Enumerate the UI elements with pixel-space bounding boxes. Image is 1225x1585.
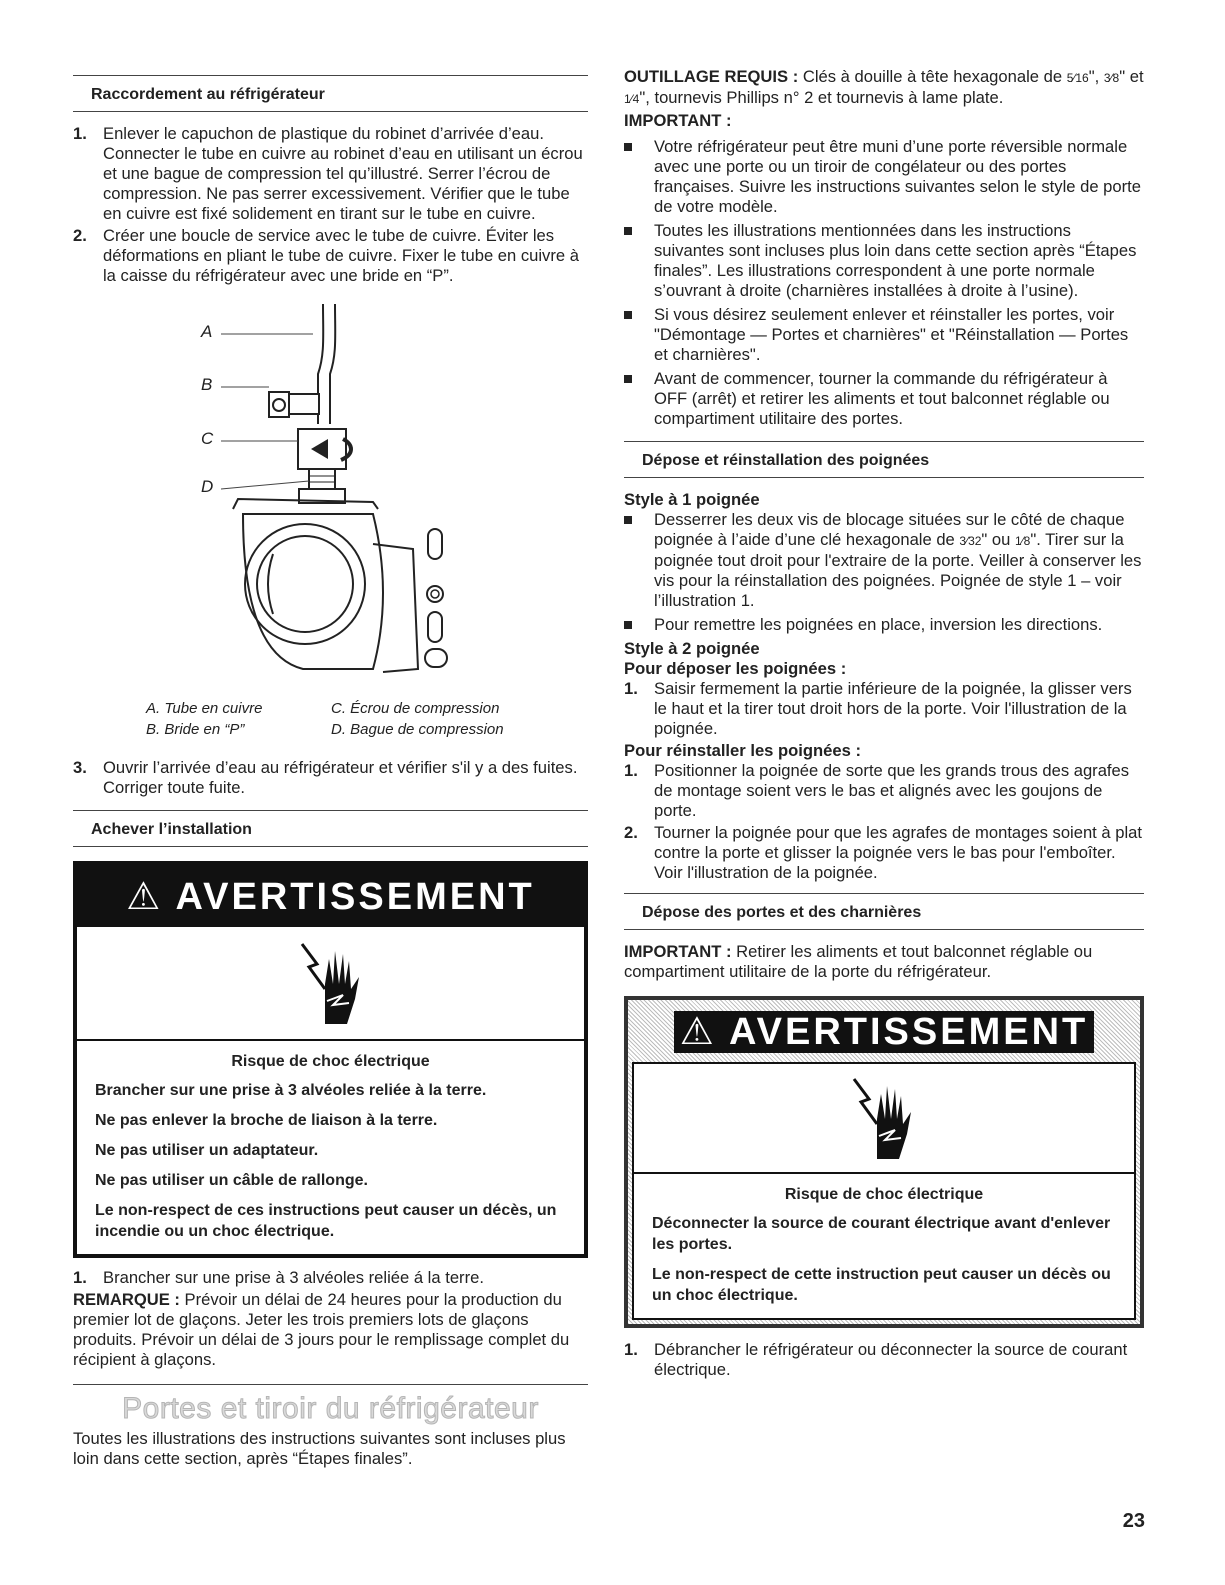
warning-text-2: Risque de choc électrique Déconnecter la source de courant électrique avant d'enlever les portes. Le non-respect de cette instruction peut causer un décès ou un choc électrique.: [632, 1174, 1136, 1320]
warning-triangle-icon: ⚠: [126, 876, 164, 918]
intro-paragraph: Toutes les illustrations des instructions suivantes sont incluses plus loin dans cette section, après “Étapes finales”.: [73, 1429, 566, 1468]
step-3: 3. Ouvrir l’arrivée d’eau au réfrigérateur et vérifier s'il y a des fuites. Corriger toute fuite.: [73, 758, 578, 797]
reinstall-label: Pour réinstaller les poignées :: [624, 741, 861, 760]
step-2: 2. Créer une boucle de service avec le tube de cuivre. Éviter les déformations en pliant le tube de cuivre. Fixer le tube en cuivre à la caisse du réfrigérateur avec une bride en “P”.: [73, 226, 579, 285]
figure-label-b: B: [201, 375, 213, 394]
important-bullet-1: Votre réfrigérateur peut être muni d’une porte réversible normale avec une porte ou un tiroir de congélateur ou des portes françaises. Suivre les instructions suivantes selon le style de porte de votre modèle.: [624, 137, 1144, 217]
reinstall-step-2: 2. Tourner la poignée pour que les agrafes de montages soient à plat contre la porte et glisser la poignée vers le bas pour l'emboîter. Voir l'illustration de la poignée.: [624, 823, 1142, 882]
step-after-warning-list: [73, 1268, 588, 1288]
remove-label: Pour déposer les poignées :: [624, 659, 847, 678]
final-step-list: [624, 1340, 1144, 1380]
reinstall-steps: [624, 761, 1144, 883]
steps-raccordement: [73, 124, 588, 286]
important-bullet-4: Avant de commencer, tourner la commande du réfrigérateur à OFF (arrêt) et retirer les aliments et tout balconnet réglable ou compartiment utilitaire des portes.: [624, 369, 1144, 429]
tools-paragraph: OUTILLAGE REQUIS : Clés à douille à tête hexagonale de 5⁄16", 3⁄8" et 1⁄4", tournevis Phillips n° 2 et tournevis à lame plate.: [624, 67, 1144, 107]
important-label: IMPORTANT :: [624, 111, 732, 130]
water-valve-figure: [73, 294, 588, 699]
figure-label-c: C: [201, 429, 214, 448]
right-column: [624, 0, 1144, 1382]
figure-label-a: A: [201, 322, 213, 341]
section-title-poignees: Dépose et réinstallation des poignées: [624, 441, 1144, 478]
section-title-achever: Achever l’installation: [73, 810, 588, 847]
style1-bullets: [624, 510, 1144, 635]
important-bullets: [624, 137, 1144, 429]
final-step: 1. Débrancher le réfrigérateur ou déconnecter la source de courant électrique.: [624, 1340, 1128, 1379]
remarque-paragraph: REMARQUE : Prévoir un délai de 24 heures pour la production du premier lot de glaçons. Jeter les trois premiers lots de glaçons produits. Prévoir un délai de 3 jours pour le remplissage complet du récipient à glaçons.: [73, 1290, 570, 1369]
section-title-raccordement: Raccordement au réfrigérateur: [73, 75, 588, 112]
electric-shock-hand-icon: [849, 1074, 919, 1164]
step-1: 1. Enlever le capuchon de plastique du robinet d’arrivée d’eau. Connecter le tube en cuivre au robinet d’eau en utilisant un écrou et une bague de compression tel qu’illustré. Serrer l’écrou de compression. Ne pas serrer excessivement. Vérifier que le tube en cuivre est fixé solidement en tirant sur le tube en cuivre.: [73, 124, 583, 223]
figure-label-d: D: [201, 477, 214, 496]
page-section-title: Portes et tiroir du réfrigérateur: [122, 1392, 539, 1425]
remove-step-1: 1. Saisir fermement la partie inférieure de la poignée, la glisser vers le haut et la tirer tout droit hors de la porte. Voir l'illustration de la poignée.: [624, 679, 1132, 738]
style2-label: Style à 2 poignée: [624, 639, 760, 658]
important-bullet-2: Toutes les illustrations mentionnées dans les instructions suivantes sont incluses plus loin dans cette section après “Étapes finales”. Les illustrations correspondent à une porte normale s’ouvrant à droite (charnières installées à droite à l’usine).: [624, 221, 1144, 301]
figure-caption: A. Tube en cuivre C. Écrou de compression B. Bride en “P” D. Bague de compression: [146, 700, 504, 738]
shock-hazard-icon-area: [77, 927, 584, 1041]
style1-label: Style à 1 poignée: [624, 490, 760, 509]
style1-bullet-2: Pour remettre les poignées en place, inversion les directions.: [624, 615, 1144, 635]
page-number: 23: [1122, 1510, 1145, 1532]
warning-text: Risque de choc électrique Brancher sur une prise à 3 alvéoles reliée à la terre. Ne pas enlever la broche de liaison à la terre. Ne pas utiliser un adaptateur. Ne pas utiliser un câble de rallonge. Le non-respect de ces instructions peut causer un décès, un incendie ou un choc électrique.: [95, 1053, 557, 1240]
important2-paragraph: IMPORTANT : Retirer les aliments et tout balconnet réglable ou compartiment utilitaire de la porte du réfrigérateur.: [624, 942, 1093, 981]
electric-shock-hand-icon: [297, 939, 367, 1029]
remove-steps: [624, 679, 1144, 739]
shock-hazard-icon-area-2: [632, 1062, 1136, 1174]
warning-triangle-icon-2: ⚠: [679, 1011, 717, 1053]
style1-bullet-1: Desserrer les deux vis de blocage situées sur le côté de chaque poignée à l’aide d’une clé hexagonale de 3⁄32" ou 1⁄8". Tirer sur la poignée tout droit pour l'extraire de la porte. Veiller à conserver les vis pour la réinstallation des poignées. Poignée de style 1 – voir l’illustration 1.: [624, 510, 1144, 611]
section-title-portes: Dépose des portes et des charnières: [624, 893, 1144, 930]
warning-box-disconnect: [624, 996, 1144, 1328]
water-valve-illustration: [73, 294, 588, 694]
important-bullet-3: Si vous désirez seulement enlever et réinstaller les portes, voir "Démontage — Portes et charnières" et "Réinstallation — Portes et charnières".: [624, 305, 1144, 365]
step-3-list: [73, 758, 588, 798]
left-column: [73, 0, 588, 1469]
warning-title: ⚠ AVERTISSEMENT: [77, 865, 584, 927]
reinstall-step-1: 1. Positionner la poignée de sorte que les grands trous des agrafes de montage soient vers le bas et alignés avec les goujons de porte.: [624, 761, 1130, 820]
step-after-warning: 1. Brancher sur une prise à 3 alvéoles reliée á la terre.: [73, 1268, 484, 1287]
warning-title-2: ⚠ AVERTISSEMENT: [632, 1000, 1136, 1062]
warning-box-grounding: [73, 861, 588, 1258]
